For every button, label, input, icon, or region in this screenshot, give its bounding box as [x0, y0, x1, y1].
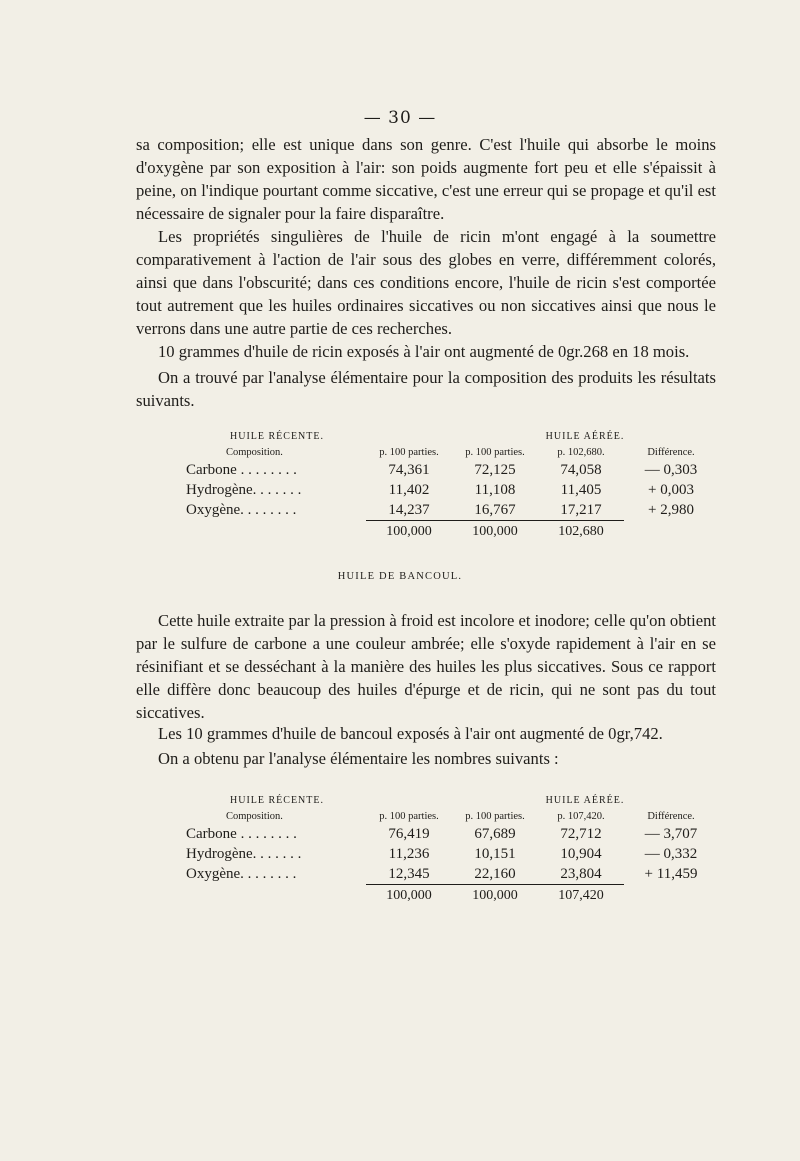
table-row: [186, 844, 718, 864]
paragraph-1: sa composition; elle est unique dans son genre. C'est l'huile qui absorbe le moins d'oxygène par son exposition à l'air: son poids augmente fort peu et elle s'épaissit à peine, on l'indique pourtant comme siccative, c'est une erreur qui se propage et qu'il est nécessaire de signaler pour la faire disparaître.: [136, 135, 716, 223]
table-head-recent: HUILE RÉCENTE.: [230, 794, 324, 806]
cell: — 0,332: [644, 845, 698, 862]
cell: 74,361: [388, 461, 430, 478]
page-number: — 30 —: [363, 108, 437, 128]
cell: 17,217: [538, 500, 624, 521]
col-difference: Différence.: [647, 810, 695, 822]
cell: 10,904: [560, 845, 602, 862]
row-label: Hydrogène. . . . . . .: [186, 845, 302, 862]
cell: 11,405: [560, 481, 602, 498]
total-cell: 100,000: [472, 888, 518, 903]
cell: 10,151: [474, 845, 516, 862]
table-row: [186, 824, 718, 844]
cell: 12,345: [366, 864, 452, 885]
paragraph-3: 10 grammes d'huile de ricin exposés à l'air ont augmenté de 0gr.268 en 18 mois.: [158, 342, 690, 361]
row-label: Oxygène. . . . . . . .: [186, 501, 297, 518]
col-p100-recent: p. 100 parties.: [379, 446, 439, 458]
cell: 16,767: [452, 500, 538, 521]
cell: — 0,303: [644, 461, 698, 478]
col-p-total: p. 102,680.: [557, 446, 605, 458]
paragraph-7: On a obtenu par l'analyse élémentaire les nombres suivants :: [158, 749, 559, 768]
total-cell: 100,000: [386, 888, 432, 903]
total-cell: 102,680: [558, 524, 604, 539]
row-label: Oxygène. . . . . . . .: [186, 865, 297, 882]
table-head-aeree: HUILE AÉRÉE.: [545, 430, 625, 442]
cell: 67,689: [474, 825, 516, 842]
cell: 76,419: [388, 825, 430, 842]
table-ricin: [186, 428, 718, 543]
table-bancoul: [186, 792, 718, 907]
table-head-recent: HUILE RÉCENTE.: [230, 430, 324, 442]
col-p100-aeree: p. 100 parties.: [465, 446, 525, 458]
table-row: [186, 864, 718, 885]
paragraph-2: Les propriétés singulières de l'huile de ricin m'ont engagé à la soumettre comparativement à l'action de l'air sous des globes en verre, différemment colorés, ainsi que dans l'obscurité; dans ces conditions encore, l'huile de ricin s'est comportée tout autrement que les huiles ordinaires siccatives ou non siccatives ainsi que nous le verrons dans une autre partie de ces recherches.: [136, 227, 716, 338]
col-composition: Composition.: [226, 810, 283, 822]
cell: + 0,003: [648, 481, 694, 498]
table-row: [186, 480, 718, 500]
paragraph-4: On a trouvé par l'analyse élémentaire pour la composition des produits les résultats suivants.: [136, 368, 716, 410]
table-total-row: [186, 885, 718, 908]
table-row: [186, 460, 718, 480]
section-title: HUILE DE BANCOUL.: [337, 571, 463, 582]
cell: 11,402: [388, 481, 430, 498]
paragraph-5: Cette huile extraite par la pression à froid est incolore et inodore; celle qu'on obtient par le sulfure de carbone a une couleur ambrée; elle s'oxyde rapidement à l'air en se résinifiant et se desséchant à la manière des huiles les plus siccatives. Sous ce rapport elle diffère donc beaucoup des huiles d'épurge et de ricin, qui ne sont pas du tout siccatives.: [136, 611, 716, 722]
cell: 74,058: [560, 461, 602, 478]
row-label: Carbone . . . . . . . .: [186, 461, 297, 478]
cell: 14,237: [366, 500, 452, 521]
col-p100-aeree: p. 100 parties.: [465, 810, 525, 822]
col-p100-recent: p. 100 parties.: [379, 810, 439, 822]
table-head-aeree: HUILE AÉRÉE.: [545, 794, 625, 806]
cell: 72,712: [560, 825, 602, 842]
cell: 11,108: [474, 481, 516, 498]
cell: 22,160: [452, 864, 538, 885]
col-p-total: p. 107,420.: [557, 810, 605, 822]
cell: — 3,707: [644, 825, 698, 842]
row-label: Carbone . . . . . . . .: [186, 825, 297, 842]
col-difference: Différence.: [647, 446, 695, 458]
paragraph-6: Les 10 grammes d'huile de bancoul exposés à l'air ont augmenté de 0gr,742.: [158, 724, 663, 743]
cell: + 11,459: [644, 865, 698, 882]
total-cell: 100,000: [472, 524, 518, 539]
col-composition: Composition.: [226, 446, 283, 458]
table-row: [186, 500, 718, 521]
cell: 72,125: [474, 461, 516, 478]
total-cell: 107,420: [558, 888, 604, 903]
row-label: Hydrogène. . . . . . .: [186, 481, 302, 498]
table-total-row: [186, 521, 718, 544]
cell: 11,236: [388, 845, 430, 862]
cell: 23,804: [538, 864, 624, 885]
cell: + 2,980: [648, 501, 694, 518]
total-cell: 100,000: [386, 524, 432, 539]
